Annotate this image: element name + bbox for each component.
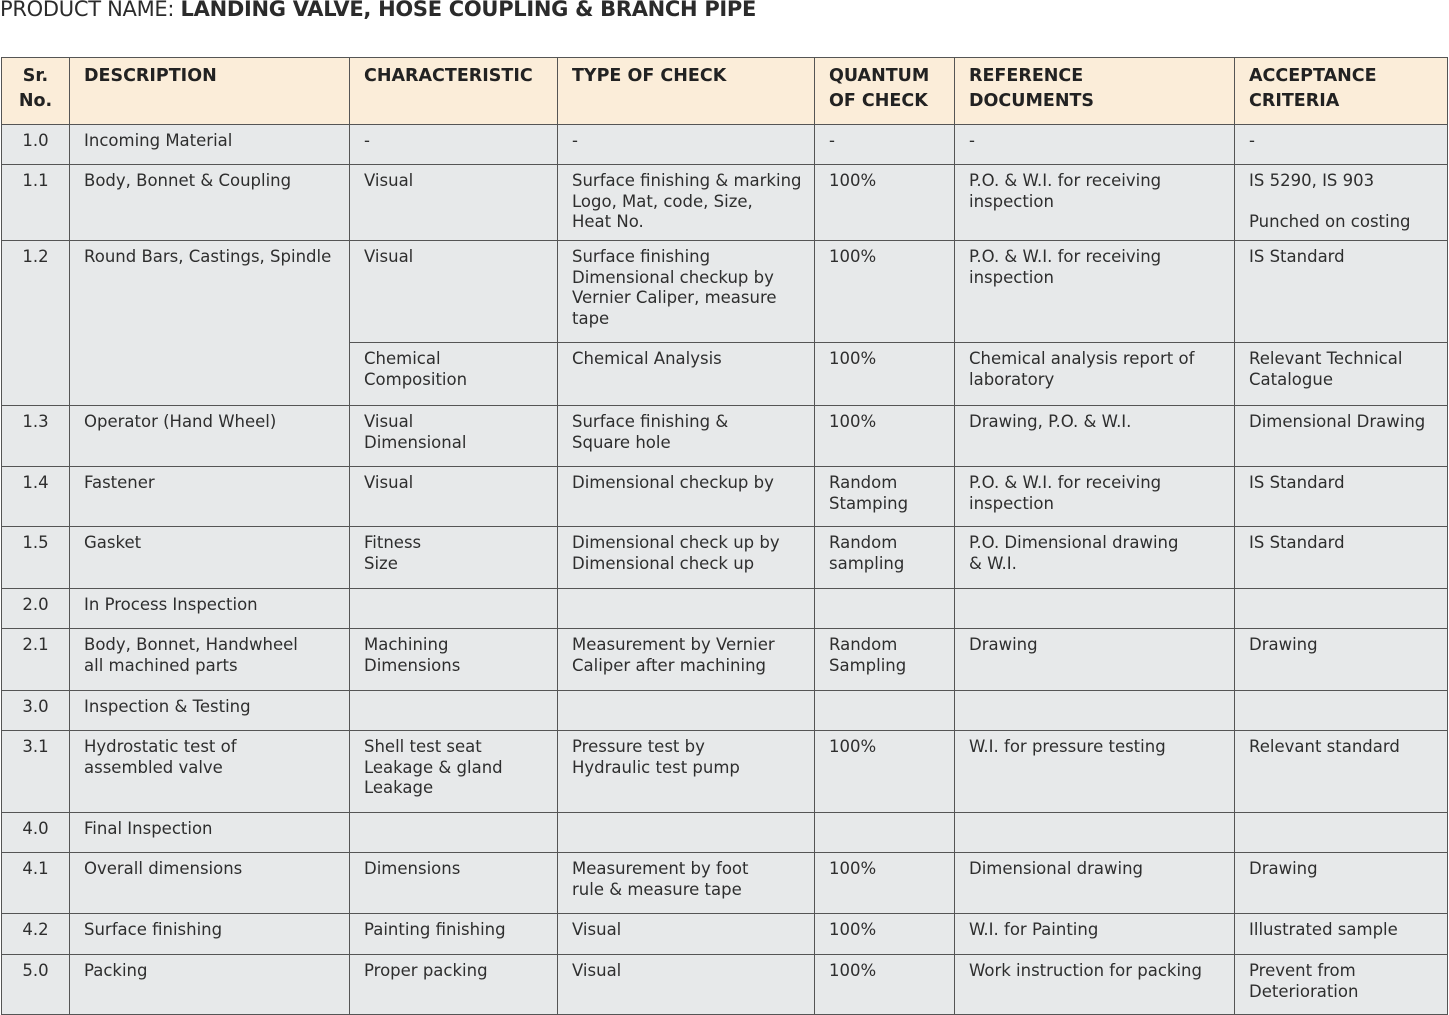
cell-sr-no: 1.3 <box>2 406 70 467</box>
cell-reference: P.O. & W.I. for receiving inspection <box>955 467 1235 527</box>
product-name-value: LANDING VALVE, HOSE COUPLING & BRANCH PIPE <box>180 0 757 21</box>
cell-quantum: 100% <box>815 406 955 467</box>
cell-type-of-check: - <box>558 125 815 165</box>
cell-characteristic: Proper packing <box>350 955 558 1015</box>
table-row <box>2 813 1448 853</box>
cell-acceptance: Prevent from Deterioration <box>1235 955 1448 1015</box>
cell-reference <box>955 691 1235 731</box>
table-row <box>2 914 1448 955</box>
cell-description: Body, Bonnet & Coupling <box>70 165 350 241</box>
cell-quantum: Random Stamping <box>815 467 955 527</box>
quality-plan-table-wrapper <box>1 57 1448 1015</box>
cell-description: Incoming Material <box>70 125 350 165</box>
cell-type-of-check: Measurement by Vernier Caliper after machining <box>558 629 815 691</box>
cell-type-of-check: Chemical Analysis <box>558 343 815 406</box>
cell-sr-no: 5.0 <box>2 955 70 1015</box>
cell-quantum: 100% <box>815 165 955 241</box>
header-description: DESCRIPTION <box>70 58 350 125</box>
cell-type-of-check: Dimensional checkup by <box>558 467 815 527</box>
cell-type-of-check: Surface finishing & marking Logo, Mat, code, Size, Heat No. <box>558 165 815 241</box>
table-row <box>2 467 1448 527</box>
cell-reference: Chemical analysis report of laboratory <box>955 343 1235 406</box>
table-row <box>2 125 1448 165</box>
cell-description: Hydrostatic test of assembled valve <box>70 731 350 813</box>
cell-characteristic: Visual <box>350 241 558 343</box>
cell-acceptance: Drawing <box>1235 853 1448 914</box>
cell-sr-no: 3.0 <box>2 691 70 731</box>
cell-sr-no: 1.2 <box>2 241 70 406</box>
cell-reference <box>955 589 1235 629</box>
cell-reference: Drawing <box>955 629 1235 691</box>
cell-sr-no: 4.0 <box>2 813 70 853</box>
cell-type-of-check <box>558 813 815 853</box>
cell-acceptance <box>1235 589 1448 629</box>
cell-quantum: 100% <box>815 955 955 1015</box>
table-row <box>2 241 1448 343</box>
cell-reference: P.O. & W.I. for receiving inspection <box>955 241 1235 343</box>
cell-sr-no: 2.0 <box>2 589 70 629</box>
quality-plan-table <box>1 57 1448 1015</box>
cell-sr-no: 1.5 <box>2 527 70 589</box>
cell-characteristic: - <box>350 125 558 165</box>
cell-reference: W.I. for pressure testing <box>955 731 1235 813</box>
cell-description: Gasket <box>70 527 350 589</box>
table-row <box>2 731 1448 813</box>
product-name-title <box>0 0 756 25</box>
table-row <box>2 406 1448 467</box>
cell-description: Operator (Hand Wheel) <box>70 406 350 467</box>
cell-description: Packing <box>70 955 350 1015</box>
cell-sr-no: 4.1 <box>2 853 70 914</box>
cell-quantum: 100% <box>815 731 955 813</box>
cell-acceptance: IS Standard <box>1235 527 1448 589</box>
cell-characteristic: Shell test seat Leakage & gland Leakage <box>350 731 558 813</box>
table-row <box>2 955 1448 1015</box>
header-type-of-check: TYPE OF CHECK <box>558 58 815 125</box>
cell-quantum: 100% <box>815 853 955 914</box>
cell-reference: - <box>955 125 1235 165</box>
cell-reference: Dimensional drawing <box>955 853 1235 914</box>
cell-description: In Process Inspection <box>70 589 350 629</box>
cell-sr-no: 1.4 <box>2 467 70 527</box>
cell-type-of-check <box>558 589 815 629</box>
cell-description: Inspection & Testing <box>70 691 350 731</box>
cell-characteristic: Visual <box>350 165 558 241</box>
table-row <box>2 589 1448 629</box>
cell-reference: P.O. Dimensional drawing & W.I. <box>955 527 1235 589</box>
cell-reference: P.O. & W.I. for receiving inspection <box>955 165 1235 241</box>
table-row <box>2 853 1448 914</box>
cell-sr-no: 4.2 <box>2 914 70 955</box>
cell-quantum: Random Sampling <box>815 629 955 691</box>
cell-description: Round Bars, Castings, Spindle <box>70 241 350 406</box>
cell-type-of-check <box>558 691 815 731</box>
table-row <box>2 165 1448 241</box>
header-acceptance-criteria: ACCEPTANCE CRITERIA <box>1235 58 1448 125</box>
cell-quantum: 100% <box>815 343 955 406</box>
cell-characteristic: Dimensions <box>350 853 558 914</box>
cell-type-of-check: Surface finishing & Square hole <box>558 406 815 467</box>
cell-characteristic: Fitness Size <box>350 527 558 589</box>
header-characteristic: CHARACTERISTIC <box>350 58 558 125</box>
cell-characteristic <box>350 691 558 731</box>
cell-quantum: 100% <box>815 914 955 955</box>
product-name-label: PRODUCT NAME: <box>0 0 175 21</box>
cell-quantum <box>815 589 955 629</box>
header-sr-no: Sr. No. <box>2 58 70 125</box>
cell-acceptance: Dimensional Drawing <box>1235 406 1448 467</box>
table-header-row <box>2 58 1448 125</box>
cell-quantum: 100% <box>815 241 955 343</box>
header-quantum-of-check: QUANTUM OF CHECK <box>815 58 955 125</box>
cell-acceptance: Drawing <box>1235 629 1448 691</box>
cell-type-of-check: Visual <box>558 955 815 1015</box>
cell-reference <box>955 813 1235 853</box>
cell-description: Surface finishing <box>70 914 350 955</box>
table-row <box>2 527 1448 589</box>
cell-quantum: Random sampling <box>815 527 955 589</box>
cell-description: Body, Bonnet, Handwheel all machined parts <box>70 629 350 691</box>
table-row <box>2 629 1448 691</box>
cell-type-of-check: Dimensional check up by Dimensional check up <box>558 527 815 589</box>
cell-characteristic: Visual Dimensional <box>350 406 558 467</box>
cell-characteristic <box>350 589 558 629</box>
cell-sr-no: 3.1 <box>2 731 70 813</box>
cell-characteristic: Machining Dimensions <box>350 629 558 691</box>
table-row <box>2 691 1448 731</box>
cell-type-of-check: Measurement by foot rule & measure tape <box>558 853 815 914</box>
cell-type-of-check: Surface finishing Dimensional checkup by Vernier Caliper, measure tape <box>558 241 815 343</box>
cell-characteristic: Chemical Composition <box>350 343 558 406</box>
cell-acceptance: Relevant standard <box>1235 731 1448 813</box>
cell-acceptance <box>1235 813 1448 853</box>
cell-acceptance: Relevant Technical Catalogue <box>1235 343 1448 406</box>
cell-sr-no: 1.0 <box>2 125 70 165</box>
cell-type-of-check: Visual <box>558 914 815 955</box>
cell-description: Fastener <box>70 467 350 527</box>
cell-acceptance: Illustrated sample <box>1235 914 1448 955</box>
cell-characteristic: Visual <box>350 467 558 527</box>
cell-quantum <box>815 691 955 731</box>
cell-reference: Drawing, P.O. & W.I. <box>955 406 1235 467</box>
cell-sr-no: 1.1 <box>2 165 70 241</box>
cell-characteristic <box>350 813 558 853</box>
cell-quantum <box>815 813 955 853</box>
cell-acceptance: IS Standard <box>1235 467 1448 527</box>
header-reference-documents: REFERENCE DOCUMENTS <box>955 58 1235 125</box>
cell-quantum: - <box>815 125 955 165</box>
cell-characteristic: Painting finishing <box>350 914 558 955</box>
cell-acceptance: - <box>1235 125 1448 165</box>
cell-description: Overall dimensions <box>70 853 350 914</box>
cell-type-of-check: Pressure test by Hydraulic test pump <box>558 731 815 813</box>
cell-acceptance: IS 5290, IS 903 Punched on costing <box>1235 165 1448 241</box>
cell-reference: Work instruction for packing <box>955 955 1235 1015</box>
cell-sr-no: 2.1 <box>2 629 70 691</box>
cell-acceptance <box>1235 691 1448 731</box>
cell-description: Final Inspection <box>70 813 350 853</box>
cell-acceptance: IS Standard <box>1235 241 1448 343</box>
cell-reference: W.I. for Painting <box>955 914 1235 955</box>
